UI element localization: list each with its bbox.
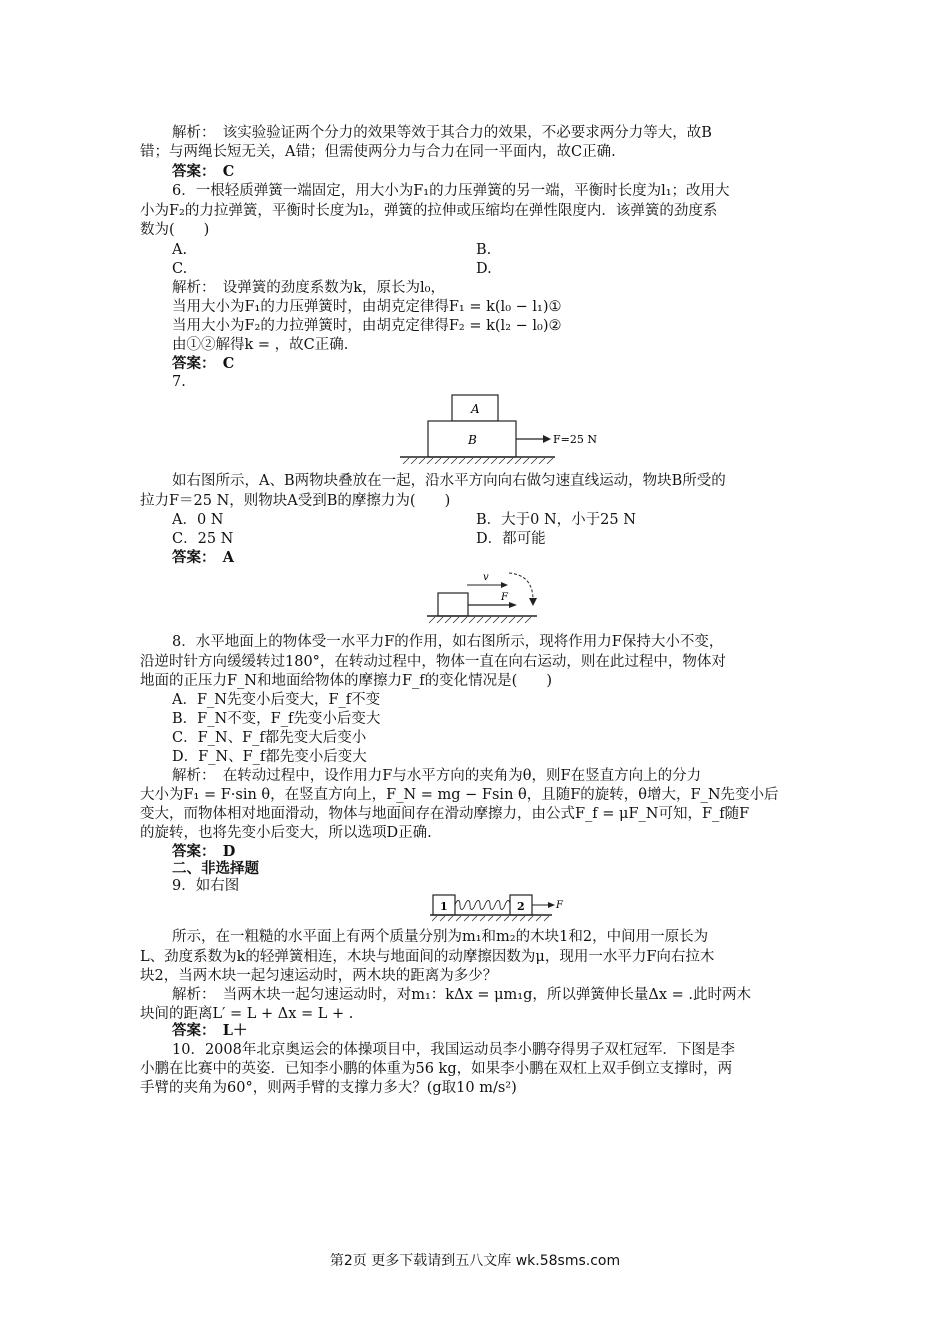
q7-number: 7. xyxy=(172,374,186,390)
rotation-arc xyxy=(509,573,533,600)
force-label: F xyxy=(556,900,563,911)
block-1-label: 1 xyxy=(440,900,448,913)
velocity-label: v xyxy=(483,572,489,583)
q6-option-b: B. xyxy=(476,242,492,258)
q6-stem-line-1: 6．一根轻质弹簧一端固定，用大小为F₁的力压弹簧的另一端，平衡时长度为l₁；改用大 xyxy=(172,183,730,199)
rotation-arrow-icon xyxy=(529,598,537,606)
q7-answer: 答案： A xyxy=(172,549,234,566)
q8-answer: 答案： D xyxy=(172,843,236,860)
force-label: F=25 N xyxy=(553,433,597,446)
page-footer: 第2页 更多下载请到五八文库 wk.58sms.com xyxy=(329,1253,621,1269)
q10-stem-line-2: 小鹏在比赛中的英姿．已知李小鹏的体重为56 kg，如果李小鹏在双杠上双手倒立支撑时，两 xyxy=(140,1061,733,1077)
q6-analysis-line-3: 当用大小为F₂的力拉弹簧时，由胡克定律得F₂ = k(l₂ − l₀)② xyxy=(172,318,562,334)
q8-analysis-line-3: 变大，而物体相对地面滑动，物体与地面间存在滑动摩擦力，由公式F_f = μF_N可知，F_f随F xyxy=(140,806,750,822)
q8-option-a: A．F_N先变小后变大，F_f不变 xyxy=(172,692,381,708)
force-arrow-icon xyxy=(509,602,517,608)
q7-option-d: D．都可能 xyxy=(476,531,546,547)
q7-option-c: C．25 N xyxy=(172,531,234,547)
ground-hatch-icon xyxy=(432,916,549,921)
q9-figure xyxy=(430,893,570,923)
q9-stem-line-2: L、劲度系数为k的轻弹簧相连，木块与地面间的动摩擦因数为μ，现用一水平力F向右拉木 xyxy=(140,949,715,965)
q8-stem-line-1: 8．水平地面上的物体受一水平力F的作用，如右图所示，现将作用力F保持大小不变， xyxy=(172,634,724,650)
q7-option-a: A．0 N xyxy=(172,512,224,528)
ground-hatch-icon xyxy=(403,458,553,464)
section-heading: 二、非选择题 xyxy=(172,860,259,877)
q8-figure xyxy=(425,565,555,627)
q6-answer: 答案： C xyxy=(172,355,235,372)
q5-answer: 答案： C xyxy=(172,163,235,180)
q8-option-d: D．F_N、F_f都先变小后变大 xyxy=(172,749,367,765)
q7-option-b: B．大于0 N，小于25 N xyxy=(476,512,636,528)
q6-stem-line-2: 小为F₂的力拉弹簧，平衡时长度为l₂，弹簧的拉伸或压缩均在弹性限度内．该弹簧的劲度系 xyxy=(140,203,718,219)
force-arrow-icon xyxy=(543,435,551,443)
force-label: F xyxy=(501,592,508,603)
ground-hatch-icon xyxy=(429,617,531,623)
q6-stem-line-3: 数为( ) xyxy=(140,222,210,238)
q9-stem-line-3: 块2，当两木块一起匀速运动时，两木块的距离为多少？ xyxy=(140,968,498,984)
q8-analysis-line-2: 大小为F₁ = F·sin θ，在竖直方向上，F_N = mg − Fsin θ，且随F的旋转，θ增大，F_N先变小后 xyxy=(140,787,779,803)
velocity-arrow-icon xyxy=(501,582,508,588)
q8-analysis-line-1: 解析： 在转动过程中，设作用力F与水平方向的夹角为θ，则F在竖直方向上的分力 xyxy=(172,768,702,784)
force-arrow-icon xyxy=(548,902,555,908)
block-b-label: B xyxy=(468,433,477,447)
q5-analysis-line-1: 解析： 该实验验证两个分力的效果等效于其合力的效果，不必要求两分力等大，故B xyxy=(172,125,712,141)
q6-analysis-line-4: 由①②解得k = ，故C正确. xyxy=(172,337,349,353)
q7-stem-line-1: 如右图所示，A、B两物块叠放在一起，沿水平方向向右做匀速直线运动，物块B所受的 xyxy=(172,473,726,489)
block-a-label: A xyxy=(471,402,480,416)
q8-stem-line-2: 沿逆时针方向缓缓转过180°，在转动过程中，物体一直在向右运动，则在此过程中，物体对 xyxy=(140,654,726,670)
q10-stem-line-1: 10．2008年北京奥运会的体操项目中，我国运动员李小鹏夺得男子双杠冠军．下图是李 xyxy=(172,1042,735,1058)
object-block xyxy=(438,593,468,616)
q6-option-a: A. xyxy=(172,242,188,258)
q9-answer: 答案： L＋ xyxy=(172,1022,248,1039)
q8-option-b: B．F_N不变，F_f先变小后变大 xyxy=(172,711,381,727)
q8-analysis-line-4: 的旋转，也将先变小后变大，所以选项D正确. xyxy=(140,825,432,841)
block-2-label: 2 xyxy=(517,900,525,913)
q5-analysis-line-2: 错；与两绳长短无关，A错；但需使两分力与合力在同一平面内，故C正确. xyxy=(140,144,616,160)
q8-stem-line-3: 地面的正压力F_N和地面给物体的摩擦力F_f的变化情况是( ) xyxy=(140,673,552,689)
q8-option-c: C．F_N、F_f都先变大后变小 xyxy=(172,730,367,746)
q7-figure xyxy=(395,392,625,467)
q9-number: 9．如右图 xyxy=(172,878,240,894)
q6-analysis-line-1: 解析： 设弹簧的劲度系数为k，原长为l₀， xyxy=(172,280,445,296)
spring-icon xyxy=(455,901,515,910)
q9-analysis-line-2: 块间的距离L′ = L + Δx = L + . xyxy=(140,1006,354,1022)
q7-stem-line-2: 拉力F＝25 N，则物块A受到B的摩擦力为( ) xyxy=(140,493,451,509)
q6-option-d: D. xyxy=(476,261,492,277)
q6-option-c: C. xyxy=(172,261,188,277)
q9-analysis-line-1: 解析： 当两木块一起匀速运动时，对m₁：kΔx = μm₁g，所以弹簧伸长量Δx = .此时两木 xyxy=(172,987,752,1003)
q6-analysis-line-2: 当用大小为F₁的力压弹簧时，由胡克定律得F₁ = k(l₀ − l₁)① xyxy=(172,299,562,315)
q9-stem-line-1: 所示，在一粗糙的水平面上有两个质量分别为m₁和m₂的木块1和2，中间用一原长为 xyxy=(172,929,709,945)
q10-stem-line-3: 手臂的夹角为60°，则两手臂的支撑力多大？(g取10 m/s²) xyxy=(140,1080,517,1096)
